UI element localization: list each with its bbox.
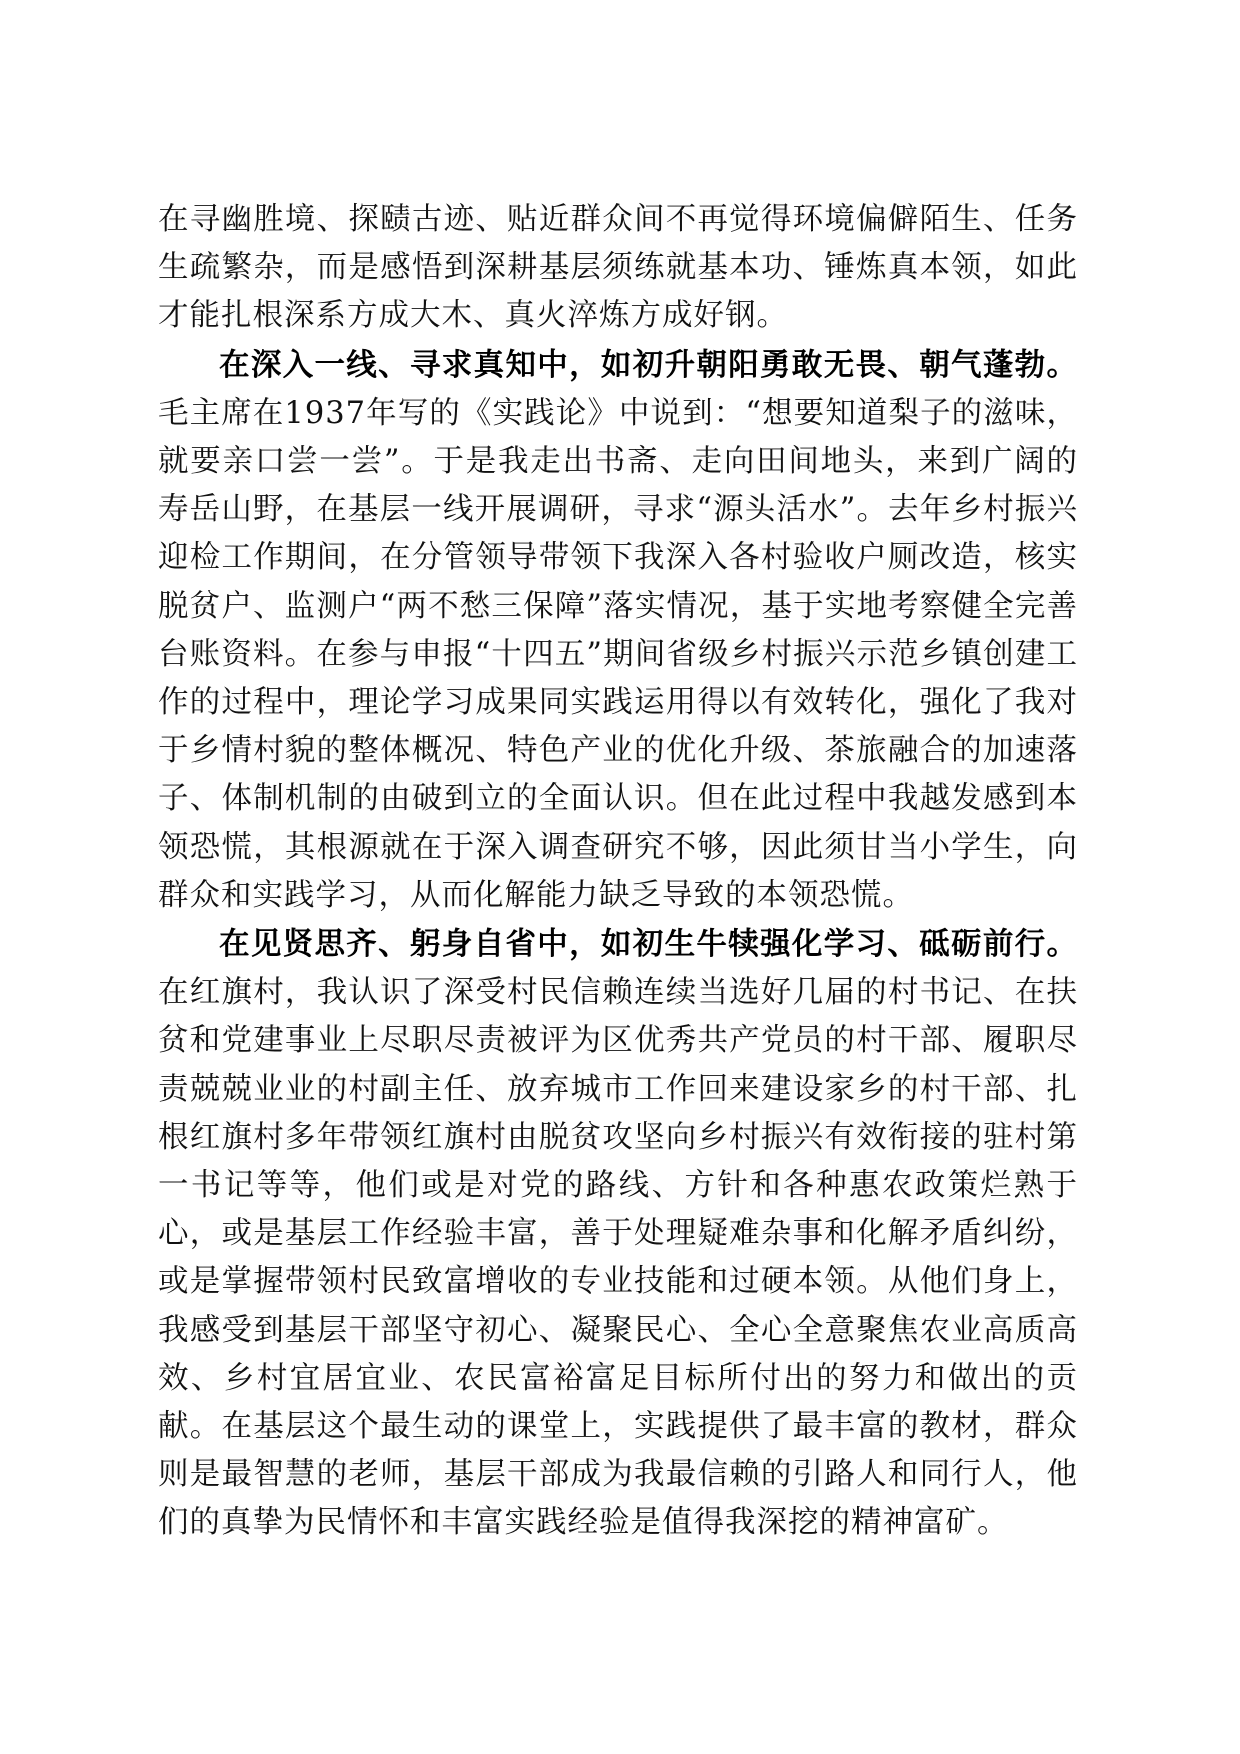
document-body — [158, 196, 1078, 1548]
paragraph-body: 在红旗村，我认识了深受村民信赖连续当选好几届的村书记、在扶贫和党建事业上尽职尽责被评为区优秀共产党员的村干部、履职尽责兢兢业业的村副主任、放弃城市工作回来建设家乡的村干部、扎根红旗村多年带领红旗村由脱贫攻坚向乡村振兴有效衔接的驻村第一书记等等，他们或是对党的路线、方针和各种惠农政策烂熟于心，或是基层工作经验丰富，善于处理疑难杂事和化解矛盾纠纷，或是掌握带领村民致富增收的专业技能和过硬本领。从他们身上，我感受到基层干部坚守初心、凝聚民心、全心全意聚焦农业高质高效、乡村宜居宜业、农民富裕富足目标所付出的努力和做出的贡献。在基层这个最生动的课堂上，实践提供了最丰富的教材，群众则是最智慧的老师，基层干部成为我最信赖的引路人和同行人，他们的真挚为民情怀和丰富实践经验是值得我深挖的精神富矿。 — [158, 975, 1078, 1541]
paragraph-body: 在寻幽胜境、探赜古迹、贴近群众间不再觉得环境偏僻陌生、任务生疏繁杂，而是感悟到深耕基层须练就基本功、锤炼真本领，如此才能扎根深系方成大木、真火淬炼方成好钢。 — [158, 202, 1078, 334]
paragraph-lead-heading: 在深入一线、寻求真知中，如初升朝阳勇敢无畏、朝气蓬勃。 — [219, 346, 1078, 383]
paragraph-field-research — [158, 341, 1078, 920]
paragraph-continuation — [158, 196, 1078, 341]
paragraph-body: 毛主席在1937年写的《实践论》中说到：“想要知道梨子的滋味，就要亲口尝一尝”。于是我走出书斋、走向田间地头，来到广阔的寿岳山野，在基层一线开展调研，寻求“源头活水”。去年乡村振兴迎检工作期间，在分管领导带领下我深入各村验收户厕改造，核实脱贫户、监测户“两不愁三保障”落实情况，基于实地考察健全完善台账资料。在参与申报“十四五”期间省级乡村振兴示范乡镇创建工作的过程中，理论学习成果同实践运用得以有效转化，强化了我对于乡情村貌的整体概况、特色产业的优化升级、茶旅融合的加速落子、体制机制的由破到立的全面认识。但在此过程中我越发感到本领恐慌，其根源就在于深入调查研究不够，因此须甘当小学生，向群众和实践学习，从而化解能力缺乏导致的本领恐慌。 — [158, 395, 1078, 913]
paragraph-lead-heading: 在见贤思齐、躬身自省中，如初生牛犊强化学习、砥砺前行。 — [219, 926, 1078, 963]
paragraph-learning-from-peers — [158, 920, 1078, 1548]
